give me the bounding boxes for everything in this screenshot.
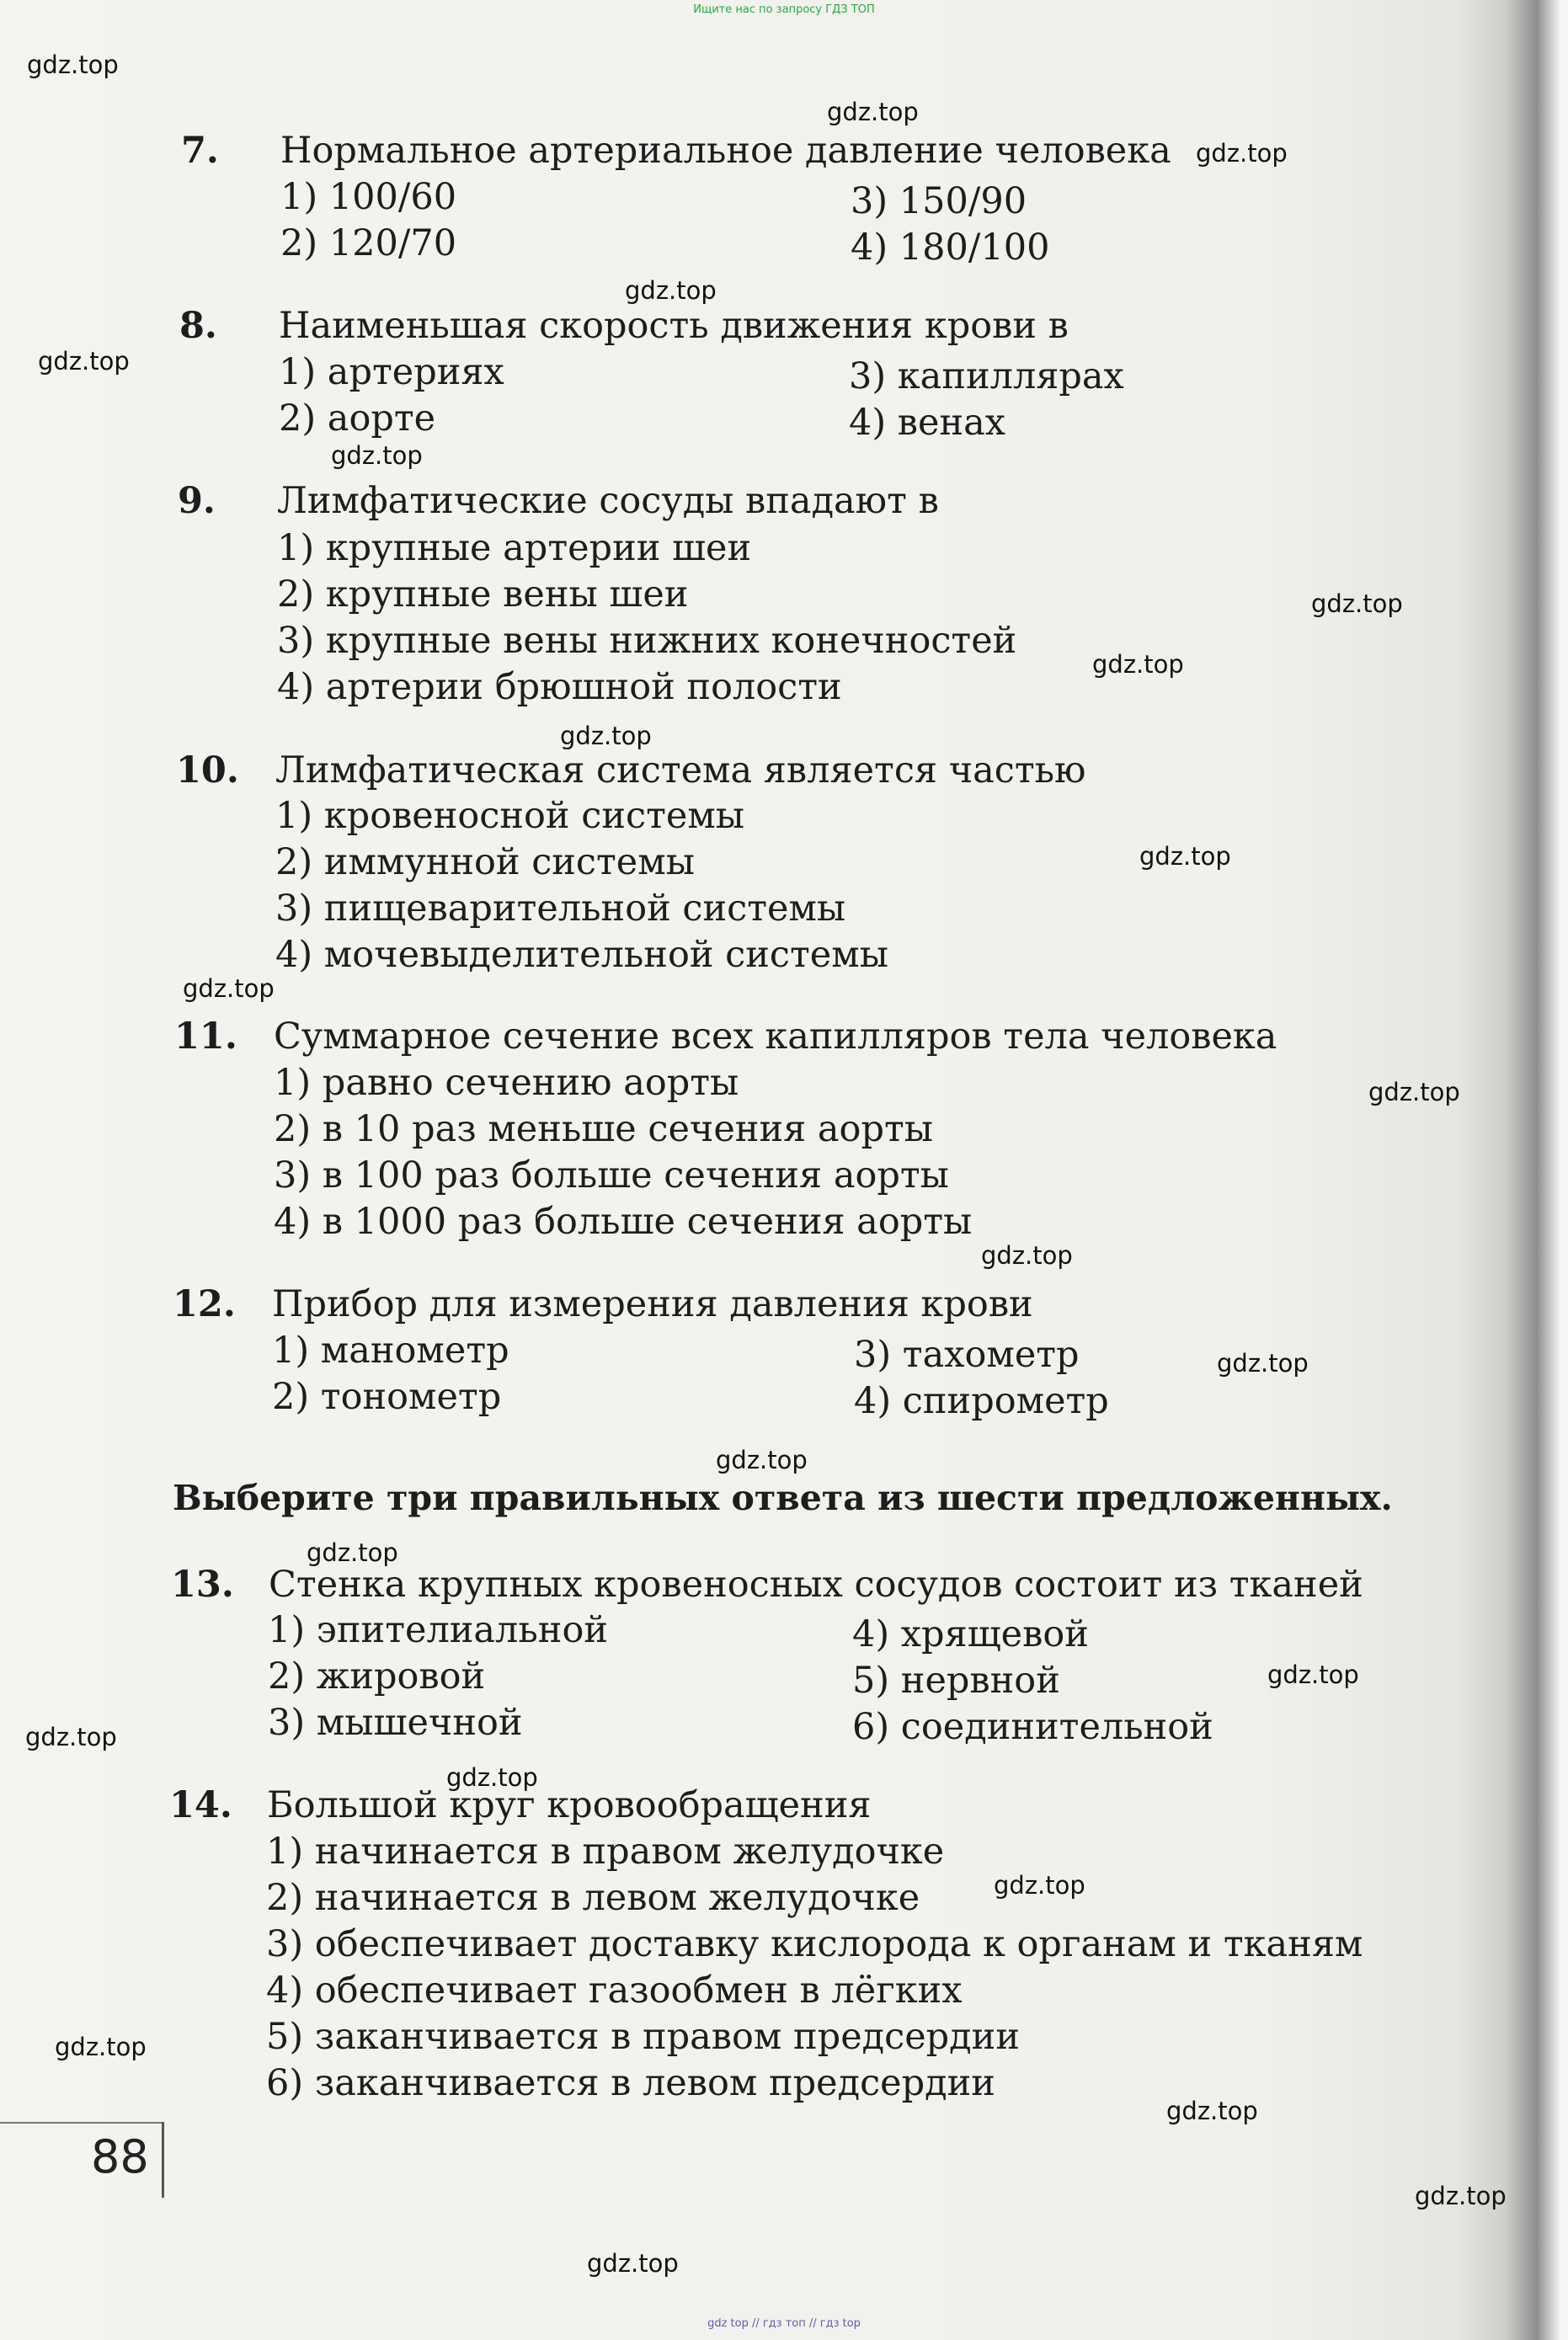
answer-option: 1) манометр: [272, 1330, 509, 1372]
page-number-divider: [162, 2122, 164, 2198]
question-number: 14.: [169, 1784, 232, 1826]
answer-option: 4) 180/100: [851, 227, 1050, 269]
watermark: gdz.top: [1415, 2182, 1507, 2210]
question-number: 12.: [173, 1283, 236, 1325]
answer-option: 2) начинается в левом желудочке: [266, 1877, 920, 1919]
answer-option: 2) иммунной системы: [275, 841, 695, 883]
answer-option: 4) венах: [849, 402, 1006, 444]
watermark: gdz.top: [981, 1241, 1073, 1270]
answer-option: 1) крупные артерии шеи: [277, 527, 752, 569]
watermark: gdz.top: [55, 2033, 147, 2061]
answer-option: 1) эпителиальной: [268, 1609, 608, 1651]
question-text: Лимфатические сосуды впадают в: [277, 480, 939, 522]
answer-option: 3) капиллярах: [849, 355, 1124, 397]
answer-option: 1) равно сечению аорты: [274, 1062, 739, 1104]
page-number: 88: [91, 2130, 149, 2183]
watermark: gdz.top: [25, 1723, 117, 1751]
watermark: gdz.top: [38, 347, 130, 376]
answer-option: 3) мышечной: [268, 1702, 523, 1744]
question-text: Лимфатическая система является частью: [275, 749, 1086, 792]
watermark: gdz.top: [1217, 1349, 1309, 1378]
answer-option: 2) тонометр: [272, 1376, 502, 1418]
watermark: gdz.top: [1311, 589, 1403, 618]
question-number: 13.: [171, 1564, 234, 1606]
question-text: Большой круг кровообращения: [267, 1784, 872, 1826]
answer-option: 4) хрящевой: [852, 1613, 1089, 1655]
answer-option: 4) в 1000 раз больше сечения аорты: [274, 1201, 973, 1243]
watermark: gdz.top: [446, 1763, 538, 1792]
answer-option: 3) 150/90: [851, 180, 1027, 222]
top-banner: Ищите нас по запросу ГДЗ ТОП: [693, 3, 875, 16]
answer-option: 3) крупные вены нижних конечностей: [277, 620, 1017, 662]
section-instruction: Выберите три правильных ответа из шести предложенных.: [173, 1478, 1393, 1518]
answer-option: 4) мочевыделительной системы: [275, 934, 888, 976]
watermark: gdz.top: [1196, 139, 1288, 168]
answer-option: 5) заканчивается в правом предсердии: [266, 2016, 1020, 2058]
answer-option: 3) тахометр: [854, 1334, 1080, 1376]
bottom-banner: gdz top // гдз топ // гдз top: [707, 2317, 861, 2330]
watermark: gdz.top: [587, 2249, 679, 2278]
answer-option: 2) в 10 раз меньше сечения аорты: [274, 1108, 933, 1150]
watermark: gdz.top: [827, 98, 919, 126]
answer-option: 3) обеспечивает доставку кислорода к органам и тканям: [266, 1923, 1363, 1965]
watermark: gdz.top: [994, 1871, 1085, 1900]
answer-option: 2) жировой: [268, 1655, 486, 1698]
answer-option: 4) обеспечивает газообмен в лёгких: [266, 1970, 963, 2012]
answer-option: 6) заканчивается в левом предсердии: [266, 2062, 995, 2104]
answer-option: 1) начинается в правом желудочке: [266, 1831, 945, 1873]
watermark: gdz.top: [1139, 842, 1231, 871]
question-text: Прибор для измерения давления крови: [272, 1283, 1033, 1325]
watermark: gdz.top: [1092, 650, 1184, 679]
watermark: gdz.top: [560, 722, 652, 750]
watermark: gdz.top: [625, 276, 717, 305]
question-number: 7.: [181, 130, 219, 172]
watermark: gdz.top: [331, 441, 423, 470]
watermark: gdz.top: [183, 974, 275, 1003]
answer-option: 2) крупные вены шеи: [277, 573, 689, 616]
watermark: gdz.top: [27, 51, 119, 79]
answer-option: 5) нервной: [852, 1660, 1060, 1702]
question-number: 10.: [176, 749, 239, 792]
answer-option: 1) кровеносной системы: [275, 795, 744, 837]
answer-option: 3) в 100 раз больше сечения аорты: [274, 1154, 949, 1197]
question-text: Стенка крупных кровеносных сосудов состоит из тканей: [269, 1564, 1363, 1606]
watermark: gdz.top: [307, 1538, 398, 1567]
watermark: gdz.top: [1166, 2097, 1258, 2125]
answer-option: 3) пищеварительной системы: [275, 887, 846, 930]
answer-option: 1) артериях: [279, 351, 504, 393]
answer-option: 2) аорте: [279, 397, 436, 440]
watermark: gdz.top: [716, 1446, 808, 1474]
question-number: 11.: [174, 1015, 237, 1058]
page-number-rule: [0, 2122, 162, 2124]
answer-option: 2) 120/70: [280, 222, 457, 264]
question-text: Суммарное сечение всех капилляров тела человека: [274, 1015, 1277, 1058]
question-number: 9.: [178, 480, 216, 522]
answer-option: 4) артерии брюшной полости: [277, 666, 842, 708]
watermark: gdz.top: [1267, 1660, 1359, 1689]
question-text: Нормальное артериальное давление человека: [280, 130, 1171, 172]
answer-option: 4) спирометр: [854, 1380, 1109, 1422]
answer-option: 6) соединительной: [852, 1706, 1213, 1748]
answer-option: 1) 100/60: [280, 176, 457, 218]
watermark: gdz.top: [1368, 1078, 1460, 1106]
question-text: Наименьшая скорость движения крови в: [279, 305, 1069, 347]
question-number: 8.: [179, 305, 217, 347]
